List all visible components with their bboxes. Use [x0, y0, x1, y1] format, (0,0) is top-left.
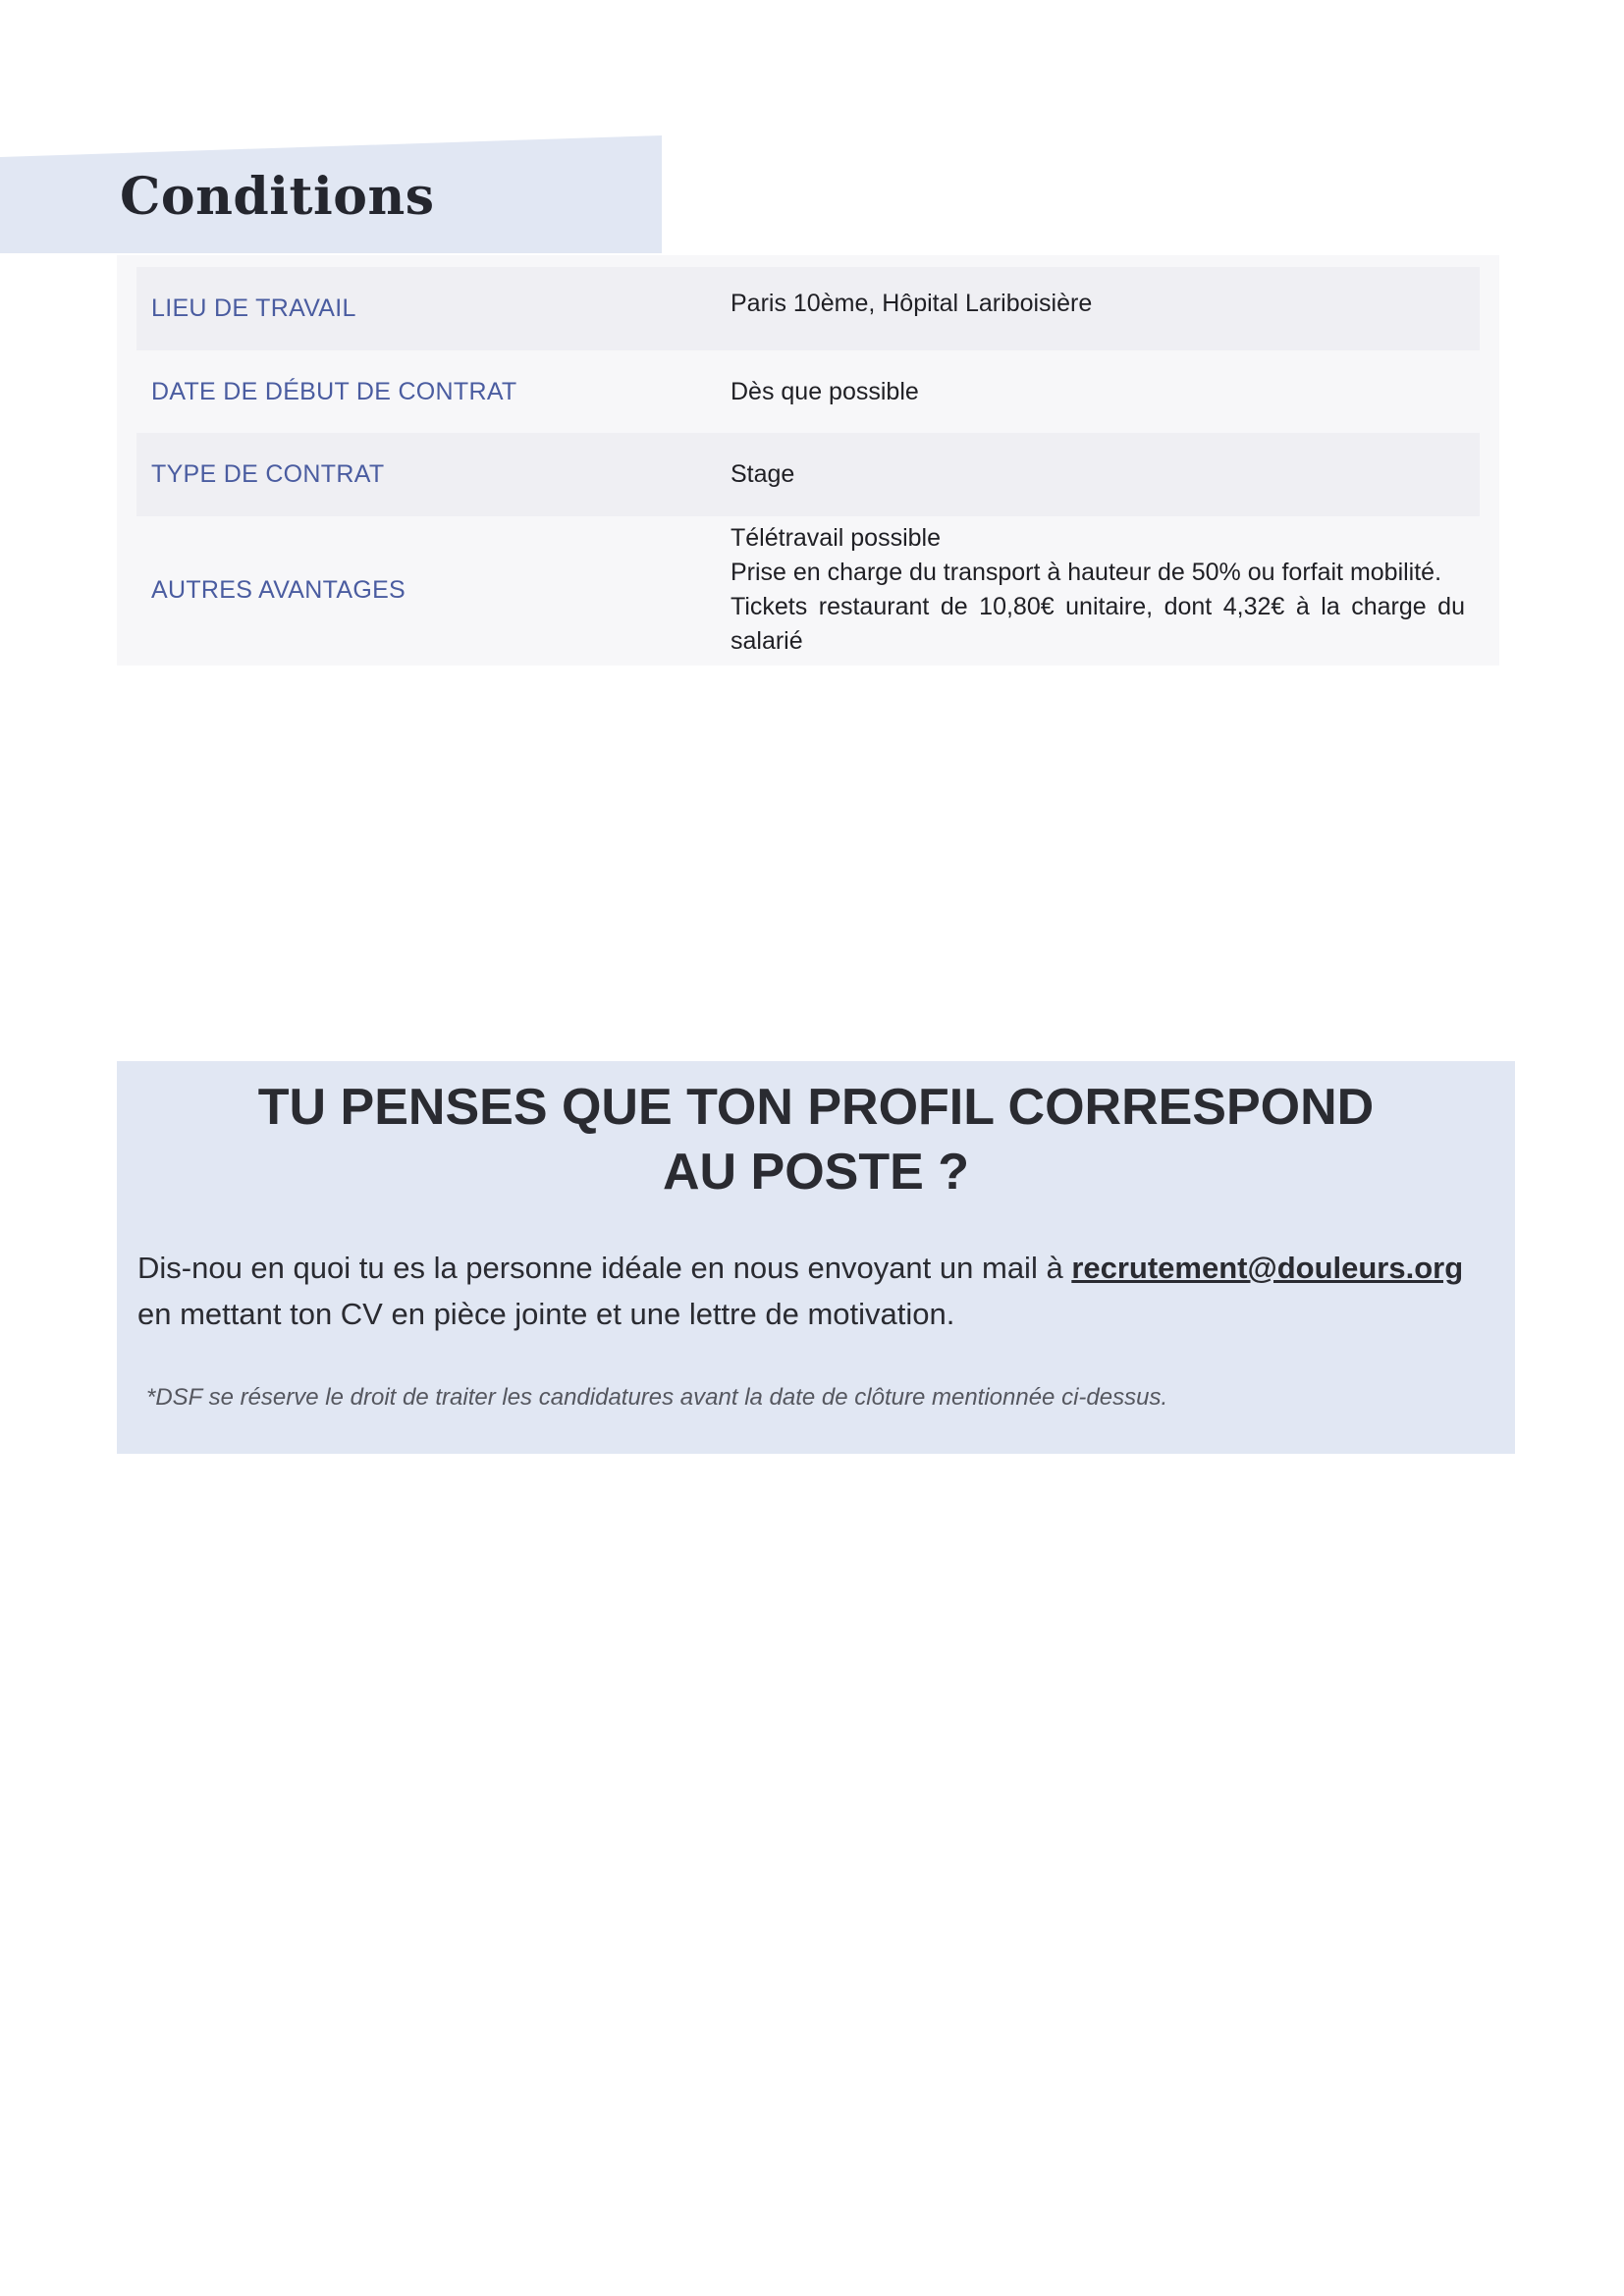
condition-label: DATE DE DÉBUT DE CONTRAT	[151, 377, 517, 405]
callout-body-text: Dis-nou en quoi tu es la personne idéale en nous envoyant un mail à	[137, 1251, 1072, 1285]
conditions-table	[117, 255, 1499, 666]
recruitment-email-link[interactable]: recrutement@douleurs.org	[1071, 1251, 1464, 1285]
condition-row-contract-type	[136, 433, 1480, 516]
condition-value-list	[731, 521, 1480, 659]
condition-row-start-date	[136, 350, 1480, 433]
callout-body-text: en mettant ton CV en pièce jointe et une lettre de motivation.	[137, 1297, 955, 1331]
section-title: Conditions	[120, 167, 435, 227]
callout-body	[137, 1245, 1502, 1337]
condition-value: Paris 10ème, Hôpital Lariboisière	[731, 290, 1093, 317]
benefit-line: Tickets restaurant de 10,80€ unitaire, dont 4,32€ à la charge du salarié	[731, 593, 1465, 655]
condition-label: LIEU DE TRAVAIL	[151, 294, 356, 322]
application-callout	[117, 1061, 1515, 1454]
benefit-line: Prise en charge du transport à hauteur de 50% ou forfait mobilité.	[731, 559, 1442, 586]
condition-label: AUTRES AVANTAGES	[151, 575, 406, 604]
condition-label: TYPE DE CONTRAT	[151, 460, 385, 488]
callout-title: TU PENSES QUE TON PROFIL CORRESPOND AU POSTE ?	[257, 1079, 1375, 1201]
condition-value: Dès que possible	[731, 377, 919, 405]
condition-row-benefits	[136, 516, 1480, 664]
callout-note: *DSF se réserve le droit de traiter les candidatures avant la date de clôture mentionnée ci-dessus.	[146, 1384, 1168, 1411]
condition-row-workplace	[136, 267, 1480, 350]
condition-value: Stage	[731, 460, 795, 488]
benefit-line: Télétravail possible	[731, 524, 941, 552]
